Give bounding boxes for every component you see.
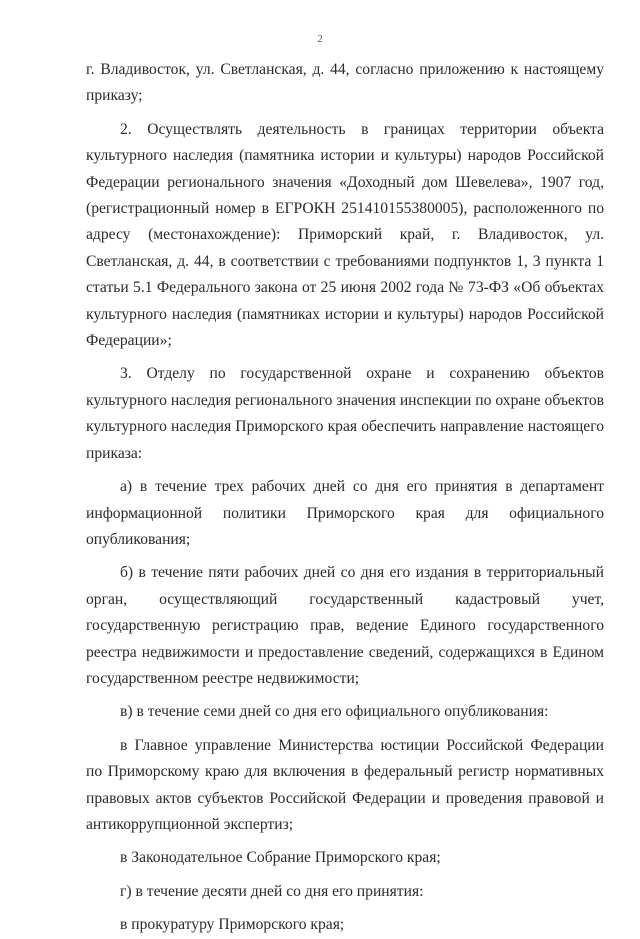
paragraph-item-2: 2. Осуществлять деятельность в границах территории объекта культурного наследия (памятника истории и культуры) народов Российской Федерации регионального значения «Доходный дом Шевелева», 1907 год, (регистрационный номер в ЕГРОКН 251410155380005), расположенного по адресу (местонахождение): Приморский край, г. Владивосток, ул. Светланская, д. 44, в соответствии с требованиями подпунктов 1, 3 пункта 1 статьи 5.1 Федерального закона от 25 июня 2002 года № 73-ФЗ «Об объектах культурного наследия (памятниках истории и культуры) народов Российской Федерации»;: [86, 120, 604, 350]
paragraph-ministry-justice: в Главное управление Министерства юстиции Российской Федерации по Приморскому краю для включения в федеральный регистр нормативных правовых актов субъектов Российской Федерации и проведения правовой и антикоррупционной экспертиз;: [86, 736, 604, 833]
paragraph-item-3v: в) в течение семи дней со дня его официального опубликования:: [120, 703, 549, 721]
paragraph-item-3b: б) в течение пяти рабочих дней со дня его издания в территориальный орган, осуществляющий государственный кадастровый учет, государственную регистрацию прав, ведение Единого государственного реестра недвижимости и предоставление сведений, содержащихся в Едином государственном реестре недвижимости;: [86, 564, 604, 687]
paragraph-legislative-assembly: в Законодательное Собрание Приморского края;: [120, 849, 441, 867]
document-body: [86, 57, 604, 939]
paragraph-item-3g: г) в течение десяти дней со дня его принятия:: [120, 882, 424, 900]
paragraph-item-3: 3. Отделу по государственной охране и сохранению объектов культурного наследия регионального значения инспекции по охране объектов культурного наследия Приморского края обеспечить направление настоящего приказа:: [86, 365, 604, 462]
paragraph-item-3a: а) в течение трех рабочих дней со дня его принятия в департамент информационной политики Приморского края для официального опубликования;: [86, 478, 604, 548]
page-number: 2: [317, 33, 323, 45]
paragraph-address-continuation: г. Владивосток, ул. Светланская, д. 44, согласно приложению к настоящему приказу;: [86, 61, 604, 105]
paragraph-prosecutor: в прокуратуру Приморского края;: [120, 916, 345, 934]
